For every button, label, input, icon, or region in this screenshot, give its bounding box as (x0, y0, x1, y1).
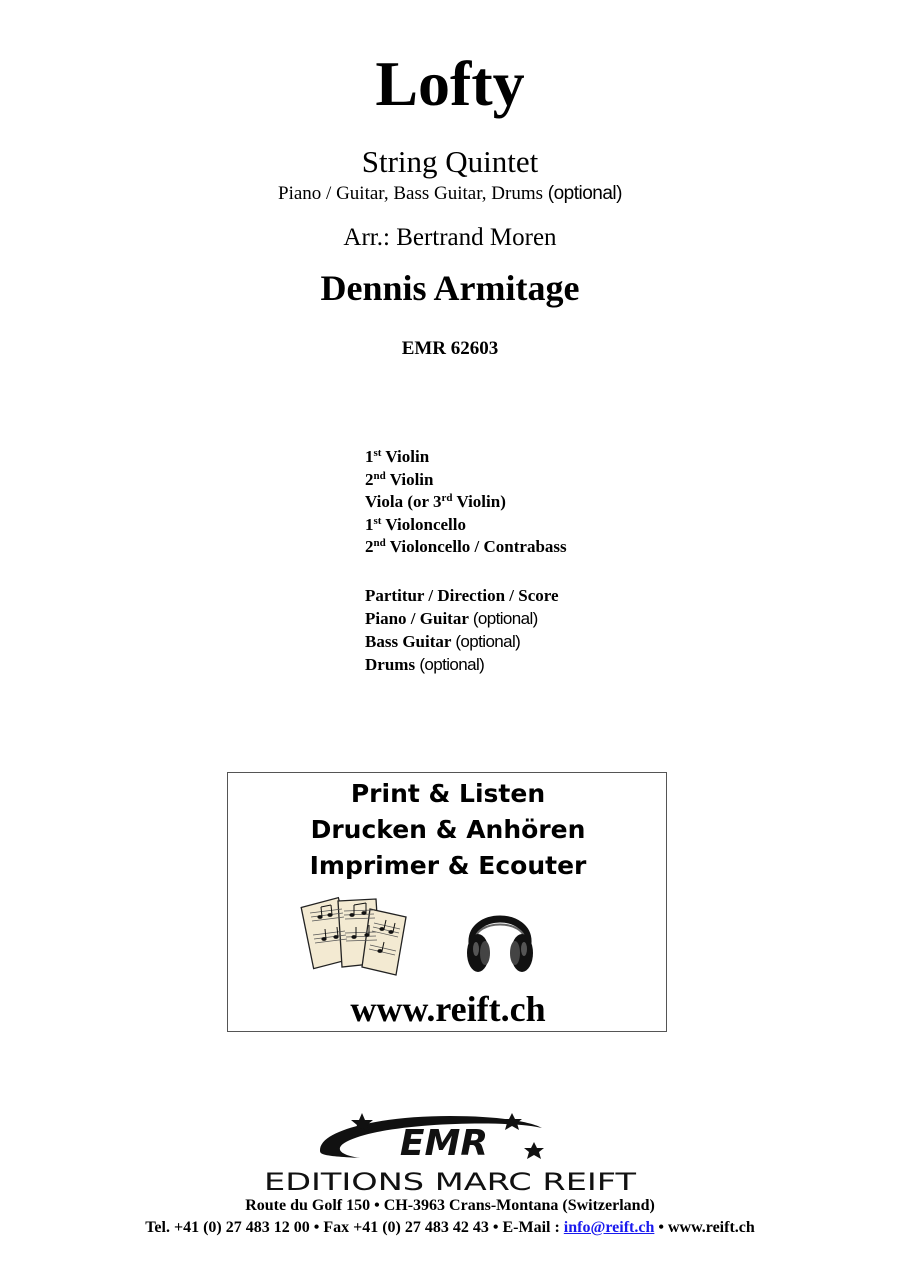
promo-line-german: Drucken & Anhören (310, 815, 586, 844)
ordinal-suffix: st (373, 514, 382, 527)
extra-parts-list (365, 584, 559, 676)
optional-tag: (optional) (472, 609, 538, 628)
extra-item-piano (365, 607, 559, 630)
ordinal-suffix: st (373, 447, 382, 459)
instrumentation-text: Piano / Guitar, Bass Guitar, Drums (278, 183, 543, 204)
ordinal-suffix: rd (441, 492, 453, 504)
optional-tag: (optional) (419, 655, 485, 674)
parts-list (365, 446, 567, 559)
ordinal-suffix: nd (373, 537, 386, 549)
part-name-rest: Violin) (452, 492, 506, 511)
part-name: Violin (389, 469, 434, 489)
composer-name: Dennis Armitage (320, 268, 580, 308)
extra-item-drums (365, 653, 559, 676)
part-number: 2 (365, 537, 374, 556)
publisher-address: Route du Golf 150 • CH-3963 Crans-Montana (Switzerland) (245, 1197, 655, 1214)
optional-instruments-line (0, 184, 900, 203)
part-item-violin-2 (365, 469, 567, 492)
logo-mark-text: EMR (399, 1123, 489, 1164)
part-name: Violin (385, 447, 430, 466)
part-item-cello-2 (365, 536, 567, 559)
optional-tag: (optional) (455, 632, 521, 651)
logo-name-text: EDITIONS MARC REIFT (264, 1168, 637, 1196)
extra-item-score (365, 584, 559, 607)
optional-tag: (optional) (547, 183, 622, 204)
extra-name: Partitur / Direction / Score (365, 586, 559, 605)
contact-phone-fax: Tel. +41 (0) 27 483 12 00 • Fax +41 (0) 27 483 42 43 • E-Mail : (145, 1219, 560, 1236)
part-number: 2 (365, 469, 374, 489)
publisher-logo (250, 1110, 650, 1196)
contact-website: • www.reift.ch (658, 1219, 755, 1236)
part-item-cello-1 (365, 514, 567, 537)
part-number: 1 (365, 447, 374, 466)
arranger-credit: Arr.: Bertrand Moren (343, 224, 557, 251)
promo-line-english: Print & Listen (350, 779, 546, 808)
ordinal-suffix: nd (373, 469, 386, 482)
catalog-number: EMR 62603 (401, 338, 499, 359)
part-item-viola (365, 491, 567, 514)
score-title: Lofty (375, 48, 525, 119)
promo-line-french: Imprimer & Ecouter (309, 851, 587, 880)
extra-name: Bass Guitar (365, 632, 452, 651)
print-listen-box[interactable] (227, 772, 667, 1032)
ensemble-subtitle: String Quintet (361, 144, 539, 179)
part-name: Violoncello (385, 514, 466, 534)
part-item-violin-1 (365, 446, 567, 469)
website-url[interactable]: www.reift.ch (350, 989, 546, 1029)
extra-name: Piano / Guitar (365, 609, 469, 628)
email-link[interactable]: info@reift.ch (563, 1219, 655, 1236)
publisher-contact (0, 1220, 900, 1236)
extra-name: Drums (365, 655, 416, 674)
headphones-icon (464, 897, 536, 977)
part-name: Violoncello / Contrabass (389, 537, 567, 556)
part-name: Viola (or 3 (365, 492, 442, 511)
extra-item-bass (365, 630, 559, 653)
sheet-music-icon (300, 895, 412, 977)
part-number: 1 (365, 514, 374, 534)
